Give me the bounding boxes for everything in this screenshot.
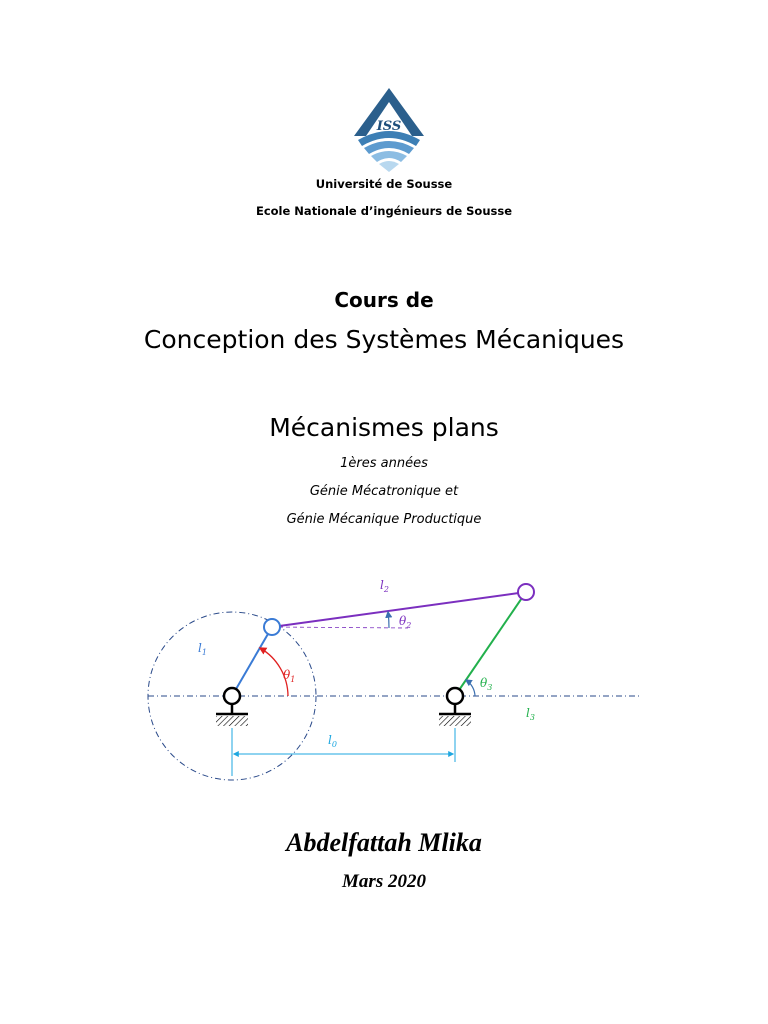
crank-link	[232, 627, 272, 696]
label-theta1: $\theta_1$	[283, 668, 296, 684]
label-l2: $l_2$	[380, 578, 389, 594]
four-bar-mechanism-diagram	[0, 570, 768, 790]
publication-date: Mars 2020	[342, 871, 426, 892]
audience-year: 1ères années	[340, 456, 428, 471]
course-label: Cours de	[334, 288, 434, 312]
course-subtitle: Mécanismes plans	[269, 413, 499, 442]
logo-text: ISS	[376, 119, 402, 134]
crank-coupler-joint	[264, 619, 280, 635]
audience-program-2: Génie Mécanique Productique	[286, 512, 482, 527]
university-name: Université de Sousse	[315, 177, 453, 191]
rocker-link	[455, 592, 526, 696]
label-l0: $l_0$	[328, 733, 337, 749]
school-name: Ecole Nationale d’ingénieurs de Sousse	[255, 204, 513, 218]
label-l1: $l_1$	[198, 641, 207, 657]
ground-pivot-a	[216, 688, 248, 726]
author-name: Abdelfattah Mlika	[286, 828, 482, 857]
label-theta2: $\theta_2$	[399, 614, 412, 630]
label-l3: $l_3$	[526, 706, 535, 722]
course-title: Conception des Systèmes Mécaniques	[143, 325, 625, 354]
coupler-rocker-joint	[518, 584, 534, 600]
ground-pivot-b	[439, 688, 471, 726]
theta3-arc	[466, 680, 475, 696]
university-logo	[348, 84, 430, 174]
label-theta3: $\theta_3$	[480, 676, 493, 692]
audience-program-1: Génie Mécatronique et	[309, 484, 459, 499]
coupler-reference-line	[272, 627, 408, 628]
theta2-arc	[388, 612, 389, 628]
